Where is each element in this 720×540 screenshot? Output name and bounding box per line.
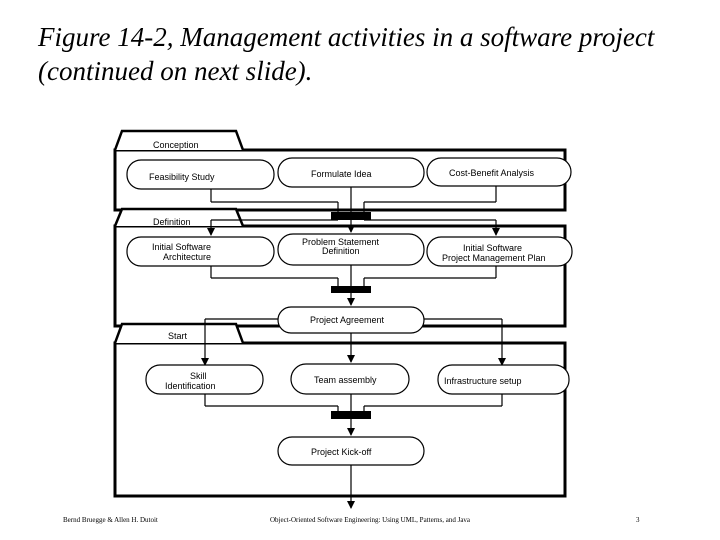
cost-benefit-analysis-activity [427, 158, 571, 186]
initial-software-architecture-label-line2: Architecture [163, 252, 212, 262]
project-kick-off-label: Project Kick-off [311, 447, 372, 457]
cost-benefit-analysis-label: Cost-Benefit Analysis [449, 168, 535, 178]
definition-tab [115, 209, 243, 227]
conception-tab [115, 131, 243, 150]
project-kick-off-activity [278, 437, 424, 465]
footer-page-number: 3 [636, 516, 640, 524]
infrastructure-setup-activity [438, 365, 569, 394]
feasibility-study-label: Feasibility Study [149, 172, 215, 182]
slide-title: Figure 14-2, Management activities in a software project (continued on next slide). [38, 22, 655, 86]
sync-bar-start [331, 411, 371, 419]
team-assembly-activity [291, 364, 409, 394]
skill-identification-activity [146, 365, 263, 394]
initial-software-architecture-activity [127, 237, 274, 266]
team-assembly-label: Team assembly [314, 375, 377, 385]
formulate-idea-label: Formulate Idea [311, 169, 372, 179]
footer-book-title: Object-Oriented Software Engineering: Using UML, Patterns, and Java [270, 516, 471, 524]
sync-bar-conception [331, 212, 371, 220]
feasibility-study-activity [127, 160, 274, 189]
problem-statement-label-line1: Problem Statement [302, 237, 380, 247]
skill-identification-label-line2: Identification [165, 381, 216, 391]
definition-label: Definition [153, 217, 191, 227]
problem-statement-label-line2: Definition [322, 246, 360, 256]
project-agreement-activity [278, 307, 424, 333]
formulate-idea-activity [278, 158, 424, 187]
sync-bar-definition [331, 286, 371, 293]
start-label: Start [168, 331, 188, 341]
initial-software-architecture-label-line1: Initial Software [152, 242, 212, 252]
initial-spmp-label-line1: Initial Software [463, 243, 523, 253]
problem-statement-definition-activity [278, 234, 424, 265]
initial-software-project-management-plan-activity [427, 237, 572, 266]
start-tab [115, 324, 243, 343]
skill-identification-label-line1: Skill [190, 371, 207, 381]
footer-authors: Bernd Bruegge & Allen H. Dutoit [63, 516, 158, 524]
conception-label: Conception [153, 140, 199, 150]
project-agreement-label: Project Agreement [310, 315, 385, 325]
infrastructure-setup-label: Infrastructure setup [444, 376, 522, 386]
initial-spmp-label-line2: Project Management Plan [442, 253, 546, 263]
